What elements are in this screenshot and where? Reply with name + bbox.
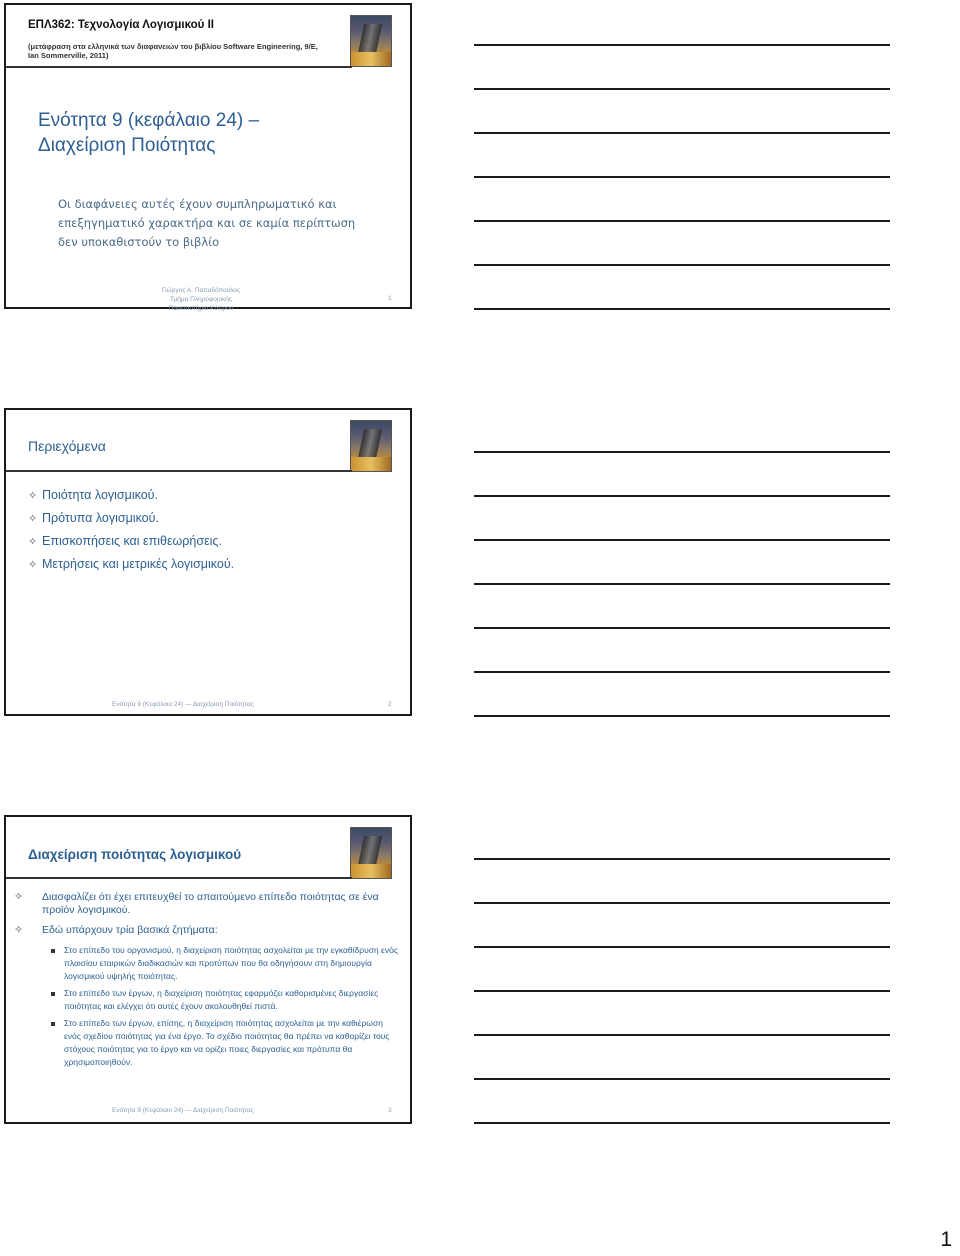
note-line [474,946,890,948]
note-line [474,308,890,310]
contents-list [28,484,234,576]
slide-number: 3 [388,1107,392,1114]
note-line [474,1034,890,1036]
sub-list-item: Στο επίπεδο των έργων, η διαχείριση ποιότητας εφαρμόζει καθορισμένες διεργασίες ποιότητας και ελέγχει ότι αυτές έχουν ακολουθηθεί πιστά. [28,987,398,1013]
note-line [474,715,890,717]
slide-title: Διαχείριση ποιότητας λογισμικού [28,847,242,862]
star-bullet-icon: ✧ [28,559,38,571]
square-bullet-icon [51,949,55,953]
sheet-page-number: 1 [940,1228,952,1251]
university-logo-icon [350,15,392,67]
sub-list-item: Στο επίπεδο των έργων, επίσης, η διαχείριση ποιότητας ασχολείται με την καθιέρωση ενός σχεδίου ποιότητας για ένα έργο. Το σχέδιο ποιότητας θα πρέπει να καθορίζει τους στόχους ποιότητας για το έργο και να ορίζει ποιες διεργασίες και πρότυπα θα χρησιμοποιηθούν. [28,1017,398,1069]
header-divider [6,470,352,472]
header-divider [6,66,352,68]
note-line [474,858,890,860]
note-line [474,44,890,46]
note-line [474,1078,890,1080]
note-line [474,88,890,90]
note-line [474,539,890,541]
list-item: ✧ Πρότυπα λογισμικού. [28,507,234,530]
list-item: ✧ Ποιότητα λογισμικού. [28,484,234,507]
slide-number: 2 [388,701,392,708]
slide-number: 1 [388,295,392,302]
slide-footer: Ενότητα 9 (Κεφάλαιο 24) — Διαχείριση Ποιότητας [112,701,254,708]
header-divider [6,877,352,879]
note-line [474,495,890,497]
square-bullet-icon [51,992,55,996]
note-line [474,902,890,904]
list-item: ✧ Εδώ υπάρχουν τρία βασικά ζητήματα: [14,924,218,936]
list-item: ✧ Μετρήσεις και μετρικές λογισμικού. [28,553,234,576]
course-title: ΕΠΛ362: Τεχνολογία Λογισμικού ΙΙ [28,19,214,31]
star-bullet-icon: ✧ [14,924,24,936]
note-line [474,627,890,629]
note-line [474,671,890,673]
slide-2 [4,408,412,716]
note-line [474,990,890,992]
list-item: ✧ Διασφαλίζει ότι έχει επιτευχθεί το απαιτούμενο επίπεδο ποιότητας σε ένα προϊόν λογισμικού. [14,891,379,916]
slide-title: Περιεχόμενα [28,438,106,454]
slide-footer: Ενότητα 9 (Κεφάλαιο 24) — Διαχείριση Ποιότητας [112,1107,254,1114]
star-bullet-icon: ✧ [28,536,38,548]
book-subtitle: (μετάφραση στα ελληνικά των διαφανειών του βιβλίου Software Engineering, 9/E, Ian Sommerville, 2011) [28,42,318,60]
square-bullet-icon [51,1022,55,1026]
slide-3 [4,815,412,1124]
note-line [474,1122,890,1124]
note-line [474,220,890,222]
disclaimer-note: Οι διαφάνειες αυτές έχουν συμπληρωματικό και επεξηγηματικό χαρακτήρα και σε καμία περίπτωση δεν υποκαθιστούν το βιβλίο [58,197,356,249]
slide-title: Ενότητα 9 (κεφάλαιο 24) – Διαχείριση Ποιότητας [38,110,260,156]
star-bullet-icon: ✧ [28,490,38,502]
note-line [474,132,890,134]
slide-1 [4,3,412,312]
note-line [474,583,890,585]
slide-body [14,891,398,1073]
sub-list-item: Στο επίπεδο του οργανισμού, η διαχείριση ποιότητας ασχολείται με την εγκαθίδρυση ενός πλαισίου εταιρικών διαδικασιών και προτύπων που θα οδηγήσουν στη δημιουργία λογισμικού υψηλής ποιότητας. [28,944,398,983]
university-logo-icon [350,420,392,472]
author-block: Γιώργος Α. Παπαδόπουλος Τμήμα Πληροφορικής Πανεπιστήμιο Κύπρου [161,287,241,312]
list-item: ✧ Επισκοπήσεις και επιθεωρήσεις. [28,530,234,553]
star-bullet-icon: ✧ [14,891,24,903]
note-line [474,264,890,266]
star-bullet-icon: ✧ [28,513,38,525]
university-logo-icon [350,827,392,879]
note-line [474,176,890,178]
note-line [474,451,890,453]
